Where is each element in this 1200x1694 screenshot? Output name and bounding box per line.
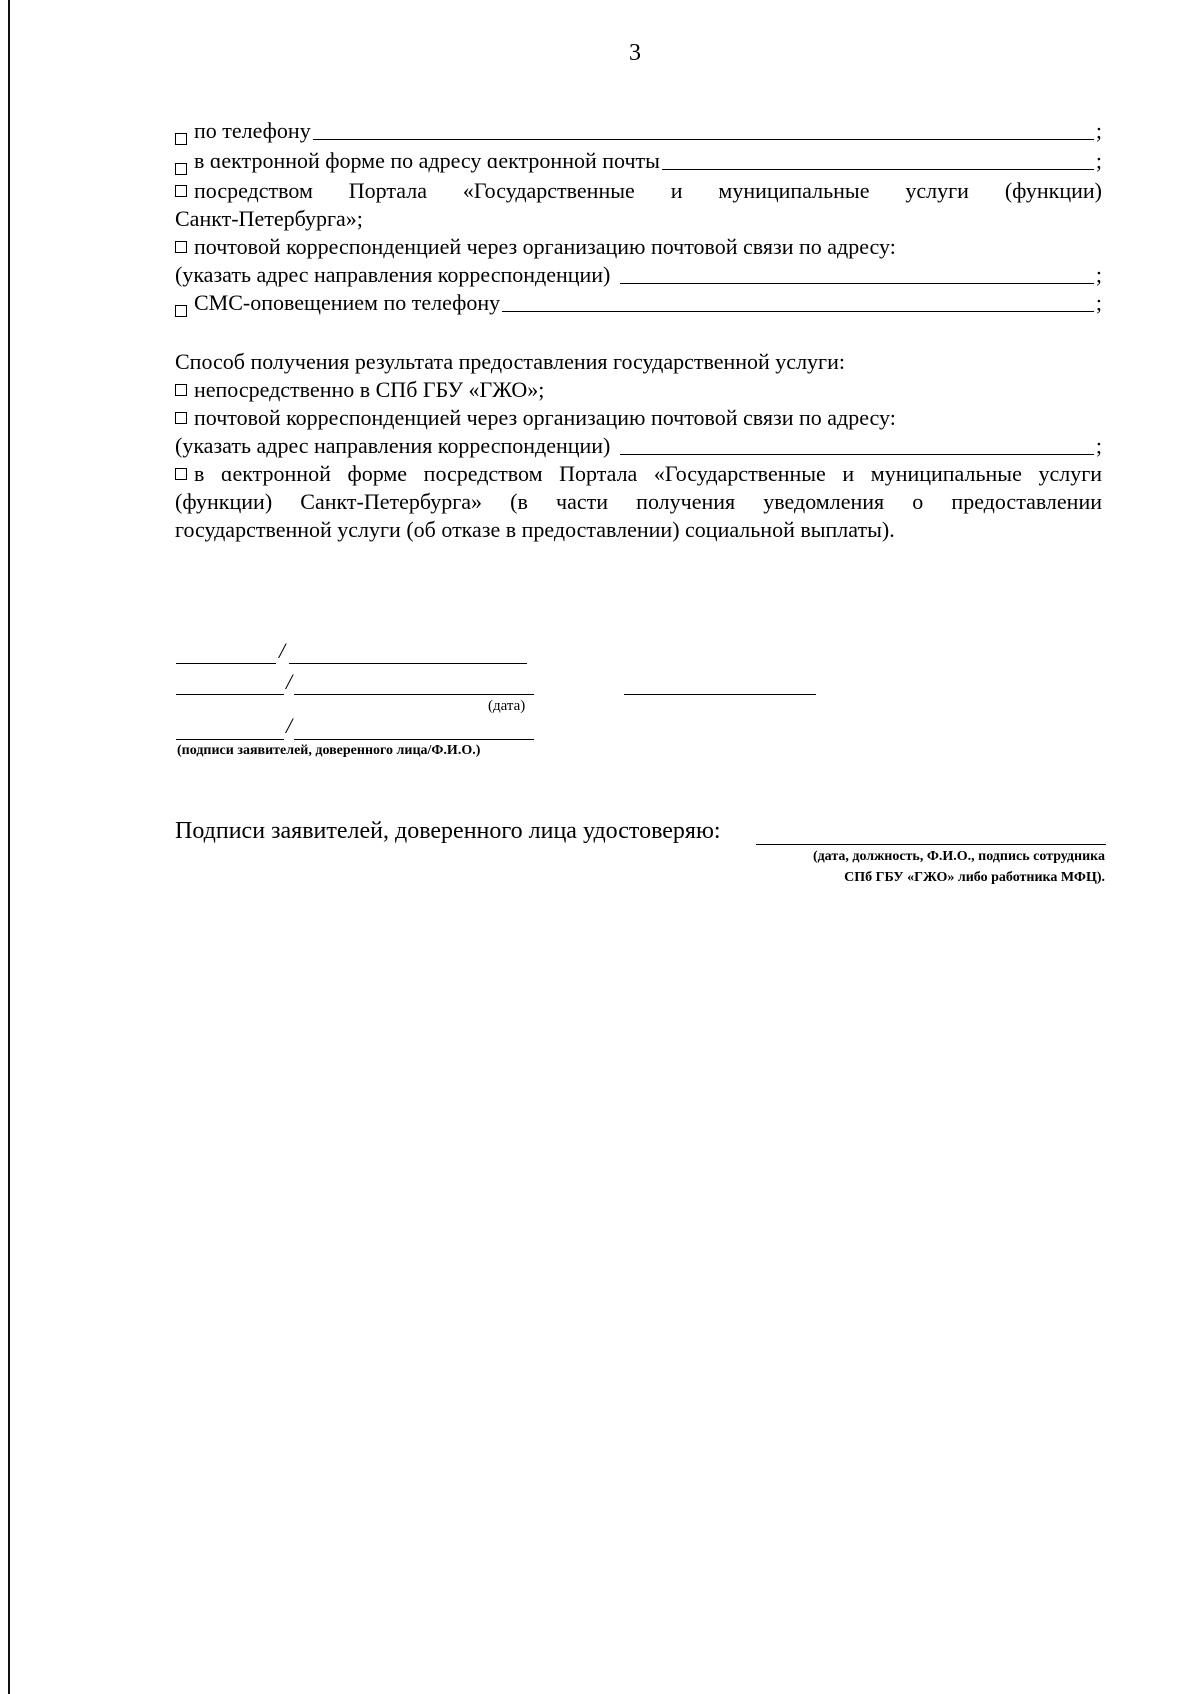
result-post bbox=[175, 404, 896, 432]
checkbox-electronic[interactable] bbox=[175, 468, 187, 480]
semicolon: ; bbox=[1095, 148, 1102, 173]
option-portal-cont: Санкт-Петербурга»; bbox=[175, 206, 363, 231]
result-direct bbox=[175, 376, 544, 404]
certification-caption-2: СПб ГБУ «ГЖО» либо работника МФЦ). bbox=[844, 870, 1105, 885]
option-portal bbox=[175, 177, 1102, 205]
signatures-caption: (подписи заявителей, доверенного лица/Ф.И.О.) bbox=[177, 743, 481, 758]
checkbox-result-post[interactable] bbox=[175, 412, 187, 424]
checkbox-portal[interactable] bbox=[175, 185, 187, 197]
result-electronic-1 bbox=[175, 460, 1102, 488]
signature-line[interactable] bbox=[176, 663, 276, 664]
semicolon: ; bbox=[1095, 290, 1102, 315]
option-post bbox=[175, 233, 896, 261]
checkbox-email[interactable] bbox=[175, 163, 187, 175]
date-line[interactable] bbox=[624, 694, 816, 695]
date-caption: (дата) bbox=[488, 698, 526, 714]
signature-line[interactable] bbox=[176, 739, 284, 740]
certification-line[interactable] bbox=[756, 844, 1106, 845]
signature-slash: / bbox=[279, 638, 286, 663]
result-electronic-label-1: в ɑектронной форме посредством Портала «Государственные и муниципальные услуги bbox=[194, 461, 1102, 486]
result-post-address-field[interactable] bbox=[620, 453, 1093, 455]
name-line[interactable] bbox=[294, 739, 534, 740]
option-post-label: почтовой корреспонденцией через организацию почтовой связи по адресу: bbox=[194, 234, 896, 259]
certification-text: Подписи заявителей, доверенного лица удостоверяю: bbox=[175, 818, 721, 844]
email-field[interactable] bbox=[662, 168, 1094, 170]
option-email bbox=[175, 147, 1102, 175]
semicolon: ; bbox=[1095, 433, 1102, 458]
name-line[interactable] bbox=[289, 663, 527, 664]
signature-slash: / bbox=[286, 669, 293, 694]
option-sms-label: СМС-оповещением по телефону bbox=[194, 290, 501, 315]
option-sms bbox=[175, 289, 1102, 317]
result-post-address-label: (указать адрес направления корреспонденции) bbox=[175, 433, 611, 458]
post-address-field[interactable] bbox=[620, 282, 1093, 284]
option-phone bbox=[175, 117, 1102, 145]
checkbox-phone[interactable] bbox=[175, 133, 187, 145]
semicolon: ; bbox=[1095, 262, 1102, 287]
post-address-label: (указать адрес направления корреспонденции) bbox=[175, 262, 611, 287]
result-electronic-3: государственной услуги (об отказе в предоставлении) социальной выплаты). bbox=[175, 517, 895, 542]
binding-edge bbox=[8, 0, 10, 1694]
checkbox-post[interactable] bbox=[175, 241, 187, 253]
result-post-address-row bbox=[175, 432, 1102, 460]
result-electronic-2: (функции) Санкт-Петербурга» (в части получения уведомления о предоставлении bbox=[175, 489, 1102, 514]
signature-line[interactable] bbox=[176, 694, 284, 695]
page-number: 3 bbox=[629, 40, 641, 66]
name-line[interactable] bbox=[294, 694, 534, 695]
result-direct-label: непосредственно в СПб ГБУ «ГЖО»; bbox=[194, 377, 545, 402]
certification-caption-1: (дата, должность, Ф.И.О., подпись сотрудника bbox=[812, 849, 1105, 864]
semicolon: ; bbox=[1095, 118, 1102, 143]
checkbox-direct[interactable] bbox=[175, 384, 187, 396]
post-address-row bbox=[175, 261, 1102, 289]
option-phone-label: по телефону bbox=[194, 118, 311, 143]
option-portal-label: посредством Портала «Государственные и муниципальные услуги (функции) bbox=[194, 178, 1102, 203]
signature-slash: / bbox=[286, 713, 293, 738]
checkbox-sms[interactable] bbox=[175, 305, 187, 317]
option-email-label: в ɑектронной форме по адресу ɑектронной почты bbox=[194, 148, 660, 173]
result-post-label: почтовой корреспонденцией через организацию почтовой связи по адресу: bbox=[194, 405, 896, 430]
phone-field[interactable] bbox=[313, 138, 1094, 140]
result-heading: Способ получения результата предоставления государственной услуги: bbox=[175, 349, 845, 374]
sms-field[interactable] bbox=[502, 310, 1094, 312]
